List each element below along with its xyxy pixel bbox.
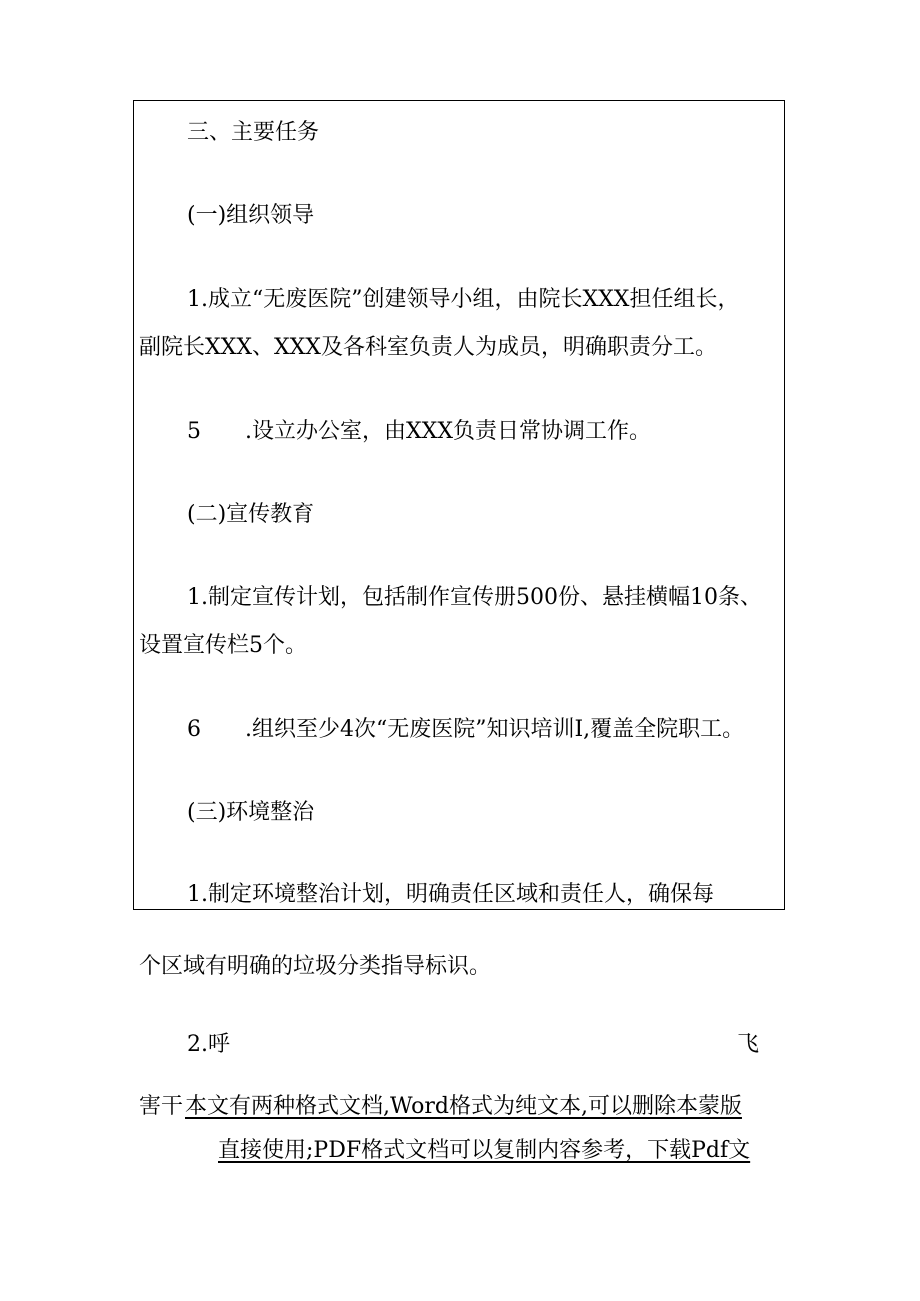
list-item-number: 6 [187,717,201,742]
list-item-number: 5 [187,419,201,444]
footer-prefix: 害干 [139,1094,184,1119]
paragraph-line: 1.成立“无废医院”创建领导小组，由院长XXX担任组长， [187,287,740,312]
list-item-end: 飞 [737,1032,760,1057]
paragraph-line: .设立办公室，由XXX负责日常协调工作。 [245,419,651,444]
paragraph-line: 1.制定环境整治计划，明确责任区域和责任人，确保每 [187,882,714,907]
notice-link-line2[interactable]: 直接使用;PDF格式文档可以复制内容参考，下载Pdf文 [218,1138,751,1163]
subsection-heading-environment: (三)环境整治 [187,800,315,825]
paragraph-line: 1.制定宣传计划，包括制作宣传册500份、悬挂横幅10条、 [187,585,762,610]
paragraph-line: 个区域有明确的垃圾分类指导标识。 [139,954,492,979]
list-item-start: 2.呼 [187,1032,230,1057]
section-heading: 三、主要任务 [187,120,320,145]
subsection-heading-organization: (一)组织领导 [187,203,315,228]
paragraph-line: .组织至少4次“无废医院”知识培训I,覆盖全院职工。 [245,717,745,742]
notice-link-line1[interactable]: 本文有两种格式文档,Word格式为纯文本,可以删除本蒙版 [185,1094,742,1119]
paragraph-line: 副院长XXX、XXX及各科室负责人为成员，明确职责分工。 [139,335,717,360]
paragraph-line: 设置宣传栏5个。 [139,633,307,658]
subsection-heading-publicity: (二)宣传教育 [187,502,315,527]
